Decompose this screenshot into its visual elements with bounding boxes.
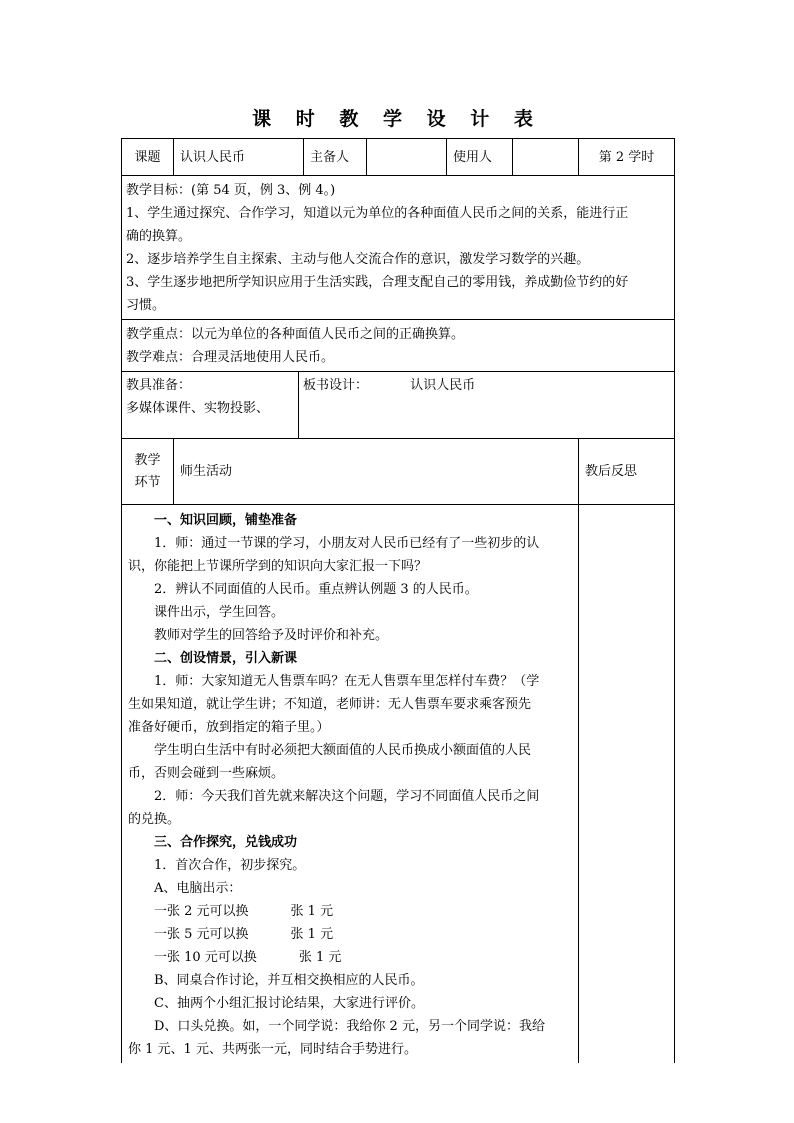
section-header-row — [122, 439, 675, 505]
text-line: D、口头兑换。如，一个同学说：我给你 2 元，另一个同学说：我给 — [154, 1019, 545, 1034]
text-line: C、抽两个小组汇报讨论结果，大家进行评价。 — [154, 996, 424, 1011]
objectives-cell — [122, 176, 675, 320]
prep-cell — [122, 372, 675, 439]
exchange-right: 张 1 元 — [290, 927, 334, 942]
document-title: 课 时 教 学 设 计 表 — [252, 108, 542, 130]
text-line: 1．首次合作，初步探究。 — [154, 858, 306, 873]
exchange-left: 一张 10 元可以换 — [154, 950, 257, 965]
lesson-design-table — [121, 138, 675, 1063]
text-line: 1．师：通过一节课的学习，小朋友对人民币已经有了一些初步的认 — [154, 536, 540, 551]
text-line: 2．师：今天我们首先就来解决这个问题，学习不同面值人民币之间 — [154, 789, 540, 804]
exchange-left: 一张 2 元可以换 — [154, 904, 249, 919]
topic-label: 课题 — [122, 139, 174, 176]
text-line: 2．辨认不同面值的人民币。重点辨认例题 3 的人民币。 — [154, 582, 478, 597]
text-line: 1．师：大家知道无人售票车吗？在无人售票车里怎样付车费？（学 — [154, 674, 540, 689]
text-line: B、同桌合作讨论，并互相交换相应的人民币。 — [154, 973, 424, 988]
text-line: 的兑换。 — [128, 812, 181, 827]
teaching-aids — [122, 372, 299, 438]
exchange-left: 一张 5 元可以换 — [154, 927, 249, 942]
user-label: 使用人 — [447, 139, 513, 176]
exchange-right: 张 1 元 — [298, 950, 342, 965]
user-value — [513, 139, 579, 176]
board-design — [299, 372, 674, 438]
objectives-line: 3、学生逐步地把所学知识应用于生活实践，合理支配自己的零用钱，养成勤俭节约的好 — [126, 275, 629, 290]
topic-value: 认识人民币 — [174, 139, 304, 176]
teaching-aids-label: 教具准备： — [126, 378, 192, 393]
exchange-line — [128, 946, 572, 969]
text-line: 识，你能把上节课所学到的知识向大家汇报一下吗？ — [128, 559, 428, 574]
key-points-cell — [122, 320, 675, 372]
header-row — [122, 139, 675, 176]
period-value: 第 2 学时 — [579, 139, 675, 176]
section-heading: 一、知识回顾，铺垫准备 — [154, 513, 298, 528]
text-line: 生如果知道，就让学生讲；不知道，老师讲：无人售票车要求乘客预先 — [128, 697, 532, 712]
teaching-focus: 教学重点：以元为单位的各种面值人民币之间的正确换算。 — [126, 327, 465, 342]
exchange-line — [128, 923, 572, 946]
exchange-right: 张 1 元 — [290, 904, 334, 919]
objectives-line: 习惯。 — [126, 298, 166, 313]
teaching-difficulty: 教学难点：合理灵活地使用人民币。 — [126, 350, 335, 365]
activity-label: 师生活动 — [174, 439, 579, 505]
preparer-label: 主备人 — [304, 139, 367, 176]
stage-label — [122, 439, 174, 505]
process-row — [122, 505, 675, 1064]
objectives-line: 确的换算。 — [126, 229, 192, 244]
teaching-aids-items: 多媒体课件、实物投影、 — [126, 401, 270, 416]
key-points-row — [122, 320, 675, 372]
reflection-label: 教后反思 — [579, 439, 675, 505]
text-line: 币，否则会碰到一些麻烦。 — [128, 766, 285, 781]
section-heading: 三、合作探究，兑钱成功 — [154, 835, 298, 850]
objectives-line: 教学目标：(第 54 页，例 3、例 4。) — [126, 183, 336, 198]
activity-content — [122, 505, 579, 1064]
exchange-line — [128, 900, 572, 923]
reflection-content — [579, 505, 675, 1064]
text-line: 课件出示，学生回答。 — [154, 605, 285, 620]
text-line: A、电脑出示： — [154, 881, 242, 896]
text-line: 学生明白生活中有时必须把大额面值的人民币换成小额面值的人民 — [154, 743, 532, 758]
objectives-row — [122, 176, 675, 320]
board-design-value: 认识人民币 — [410, 378, 476, 393]
preparer-value — [367, 139, 447, 176]
stage-label-line: 环节 — [134, 474, 161, 490]
text-line: 准备好硬币，放到指定的箱子里。） — [128, 720, 330, 735]
board-design-label: 板书设计： — [303, 378, 369, 393]
objectives-line: 1、学生通过探究、合作学习，知道以元为单位的各种面值人民币之间的关系，能进行正 — [126, 206, 629, 221]
objectives-line: 2、逐步培养学生自主探索、主动与他人交流合作的意识，激发学习数学的兴趣。 — [126, 252, 590, 267]
text-line: 你 1 元、1 元、共两张一元，同时结合手势进行。 — [128, 1042, 417, 1057]
section-heading: 二、创设情景，引入新课 — [154, 651, 298, 666]
text-line: 教师对学生的回答给予及时评价和补充。 — [154, 628, 389, 643]
prep-row — [122, 372, 675, 439]
stage-label-line: 教学 — [134, 452, 161, 468]
